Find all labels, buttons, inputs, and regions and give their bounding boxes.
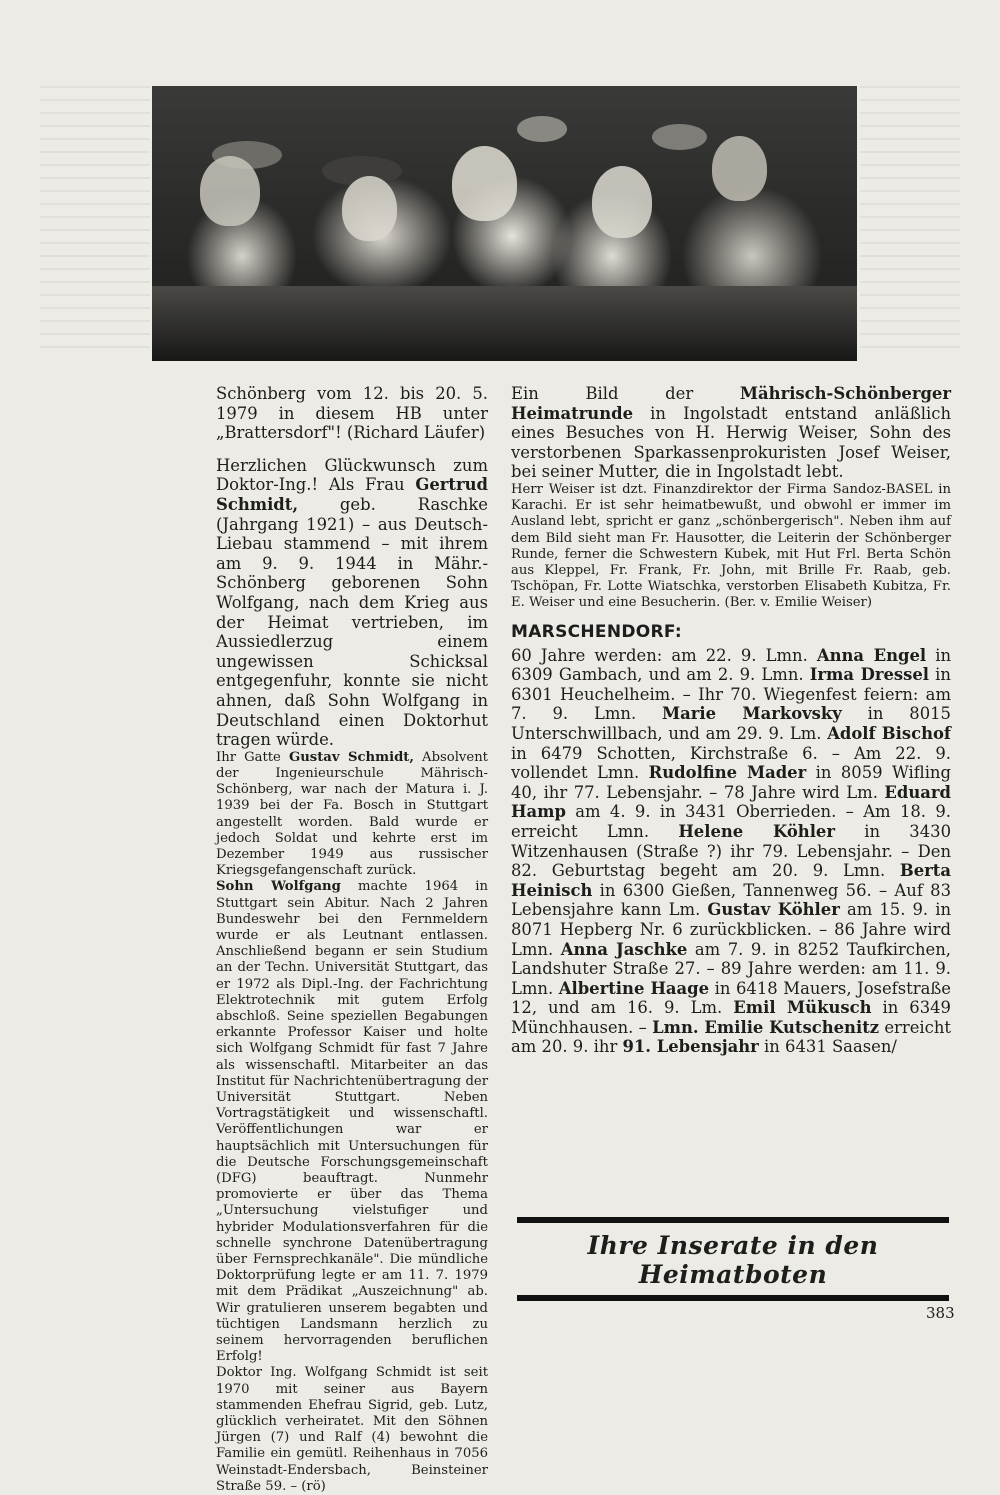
ad-banner — [517, 1217, 949, 1301]
hat — [652, 124, 707, 150]
name-gustav-schmidt: Gustav Schmidt, — [288, 749, 414, 765]
person — [592, 166, 652, 238]
name: Albertine Haage — [558, 978, 710, 998]
name: Lmn. Emilie Kutschenitz — [652, 1017, 880, 1037]
person — [200, 156, 260, 226]
intro-paragraph: Schönberg vom 12. bis 20. 5. 1979 in diesem HB unter „Brattersdorf"! (Richard Läufer) — [216, 384, 488, 443]
section-heading-marschendorf: MARSCHENDORF: — [511, 621, 682, 642]
group-photo — [152, 86, 857, 361]
sohn-paragraph: Sohn Wolfgang machte 1964 in Stuttgart sein Abitur. Nach 2 Jahren Bundeswehr bei den Fernmeldern wurde er als Leutnant entlassen. Anschließend begann er sein Studium an der Techn. Universität Stuttgart, das er 1972 als Dipl.-Ing. der Fachrichtung Elektrotechnik mit gutem Erfolg abschloß. Seine speziellen Begabungen erkannte Professor Kaiser und holte sich Wolfgang Schmidt für fast 7 Jahre als wissenschaftl. Mitarbeiter an das Institut für Nachrichtenübertragung der Universität Stuttgart. Neben Vortragstätigkeit und wissenschaftl. Veröffentlichungen war er hauptsächlich mit Untersuchungen für die Deutsche Forschungsgemeinschaft (DFG) beauftragt. Nunmehr promovierte er über das Thema „Untersuchung vielstufiger und hybrider Modulationsverfahren für die schnelle synchrone Datenübertragung über Fernsprechkanäle". Die mündliche Doktorprüfung legte er am 11. 7. 1979 mit dem Prädikat „Auszeichnung" ab. Wir gratulieren unserem begabten und tüchtigen Landsmann herzlich zu seinem hervorragenden beruflichen Erfolg! — [216, 879, 488, 1365]
name: Rudolfine Mader — [648, 763, 807, 783]
bleed-through-right — [860, 86, 960, 356]
name: Eduard Hamp — [511, 782, 951, 822]
ad-banner-text: Ihre Inserate in den Heimatboten — [587, 1231, 879, 1289]
person — [712, 136, 767, 201]
name: Gustav Köhler — [707, 900, 840, 920]
left-column — [216, 384, 488, 1495]
name-gertrud-schmidt: Gertrud Schmidt, — [216, 475, 488, 514]
name: Adolf Bischof — [827, 723, 951, 743]
name: Emil Mükusch — [733, 998, 872, 1018]
weiser-paragraph: Herr Weiser ist dzt. Finanzdirektor der Firma Sandoz-BASEL in Karachi. Er ist sehr heimatbewußt, und obwohl er immer im Ausland lebt, spricht er ganz „schönbergerisch". Neben ihm auf dem Bild sieht man Fr. Hausotter, die Leiterin der Schönberger Runde, ferner die Schwestern Kubek, mit Hut Frl. Berta Schön aus Kleppel, Fr. Frank, Fr. John, mit Brille Fr. Raab, geb. Tschöpan, Fr. Lotte Wiatschka, verstorben Elisabeth Kubitza, Fr. E. Weiser und eine Besucherin. (Ber. v. Emilie Weiser) — [511, 481, 951, 611]
gatte-paragraph: Ihr Gatte Gustav Schmidt, Absolvent der Ingenieurschule Mährisch-Schönberg, war nach der Matura i. J. 1939 bei der Fa. Bosch in Stuttgart angestellt worden. Bald wurde er jedoch Soldat und kehrte erst im Dezember 1949 aus russischer Kriegsgefangenschaft zurück. — [216, 749, 488, 879]
lebensjahr: 91. Lebensjahr — [622, 1037, 759, 1057]
name: Helene Köhler — [678, 821, 835, 841]
person — [342, 176, 397, 241]
bleed-through-left — [40, 86, 150, 356]
name-sohn-wolfgang: Sohn Wolfgang — [216, 879, 341, 895]
name: Marie Markovsky — [662, 704, 842, 724]
name: Anna Jaschke — [560, 939, 688, 959]
person — [452, 146, 517, 221]
photo-caption-paragraph: Ein Bild der Mährisch-Schönberger Heimatrunde in Ingolstadt entstand anläßlich eines Besuches von H. Herwig Weiser, Sohn des verstorbenen Sparkassenprokuristen Josef Weiser, bei seiner Mutter, die in Ingolstadt lebt. — [511, 384, 951, 482]
congratulations-paragraph: Herzlichen Glückwunsch zum Doktor-Ing.! Als Frau Gertrud Schmidt, geb. Raschke (Jahrgang 1921) – aus Deutsch-Liebau stammend – mit ihrem am 9. 9. 1944 in Mähr.-Schönberg geborenen Sohn Wolfgang, nach dem Krieg aus der Heimat vertrieben, im Aussiedlerzug einem ungewissen Schicksal entgegenfuhr, konnte sie nicht ahnen, daß Sohn Wolfgang in Deutschland einen Doktorhut tragen würde. — [216, 455, 488, 750]
table — [152, 286, 857, 361]
name-heimatrunde: Mährisch-Schönberger Heimatrunde — [511, 384, 951, 423]
doktor-paragraph: Doktor Ing. Wolfgang Schmidt ist seit 1970 mit seiner aus Bayern stammenden Ehefrau Sigrid, geb. Lutz, glücklich verheiratet. Mit den Söhnen Jürgen (7) und Ralf (4) bewohnt die Familie ein gemütl. Reihenhaus in 7056 Weinstadt-Endersbach, Beinsteiner Straße 59. – (rö) — [216, 1365, 488, 1494]
rule — [517, 1295, 949, 1301]
page-number: 383 — [926, 1304, 955, 1322]
middle-column — [511, 384, 951, 1057]
name: Berta Heinisch — [511, 861, 951, 900]
name: Irma Dressel — [809, 665, 930, 685]
name: Anna Engel — [816, 645, 927, 665]
birthdays-paragraph: 60 Jahre werden: am 22. 9. Lmn. Anna Engel in 6309 Gambach, und am 2. 9. Lmn. Irma Dressel in 6301 Heuchelheim. – Ihr 70. Wiegenfest feiern: am 7. 9. Lmn. Marie Markovsky in 8015 Unterschwillbach, und am 29. 9. Lm. Adolf Bischof in 6479 Schotten, Kirchstraße 6. – Am 22. 9. vollendet Lmn. Rudolfine Mader in 8059 Wifling 40, ihr 77. Lebensjahr. – 78 Jahre wird Lm. Eduard Hamp am 4. 9. in 3431 Oberrieden. – Am 18. 9. erreicht Lmn. Helene Köhler in 3430 Witzenhausen (Straße ?) ihr 79. Lebensjahr. – Den 82. Geburtstag begeht am 20. 9. Lmn. Berta Heinisch in 6300 Gießen, Tannenweg 56. – Auf 83 Lebensjahre kann Lm. Gustav Köhler am 15. 9. in 8071 Hepberg Nr. 6 zurückblicken. – 86 Jahre wird Lmn. Anna Jaschke am 7. 9. in 8252 Taufkirchen, Landshuter Straße 27. – 89 Jahre werden: am 11. 9. Lmn. Albertine Haage in 6418 Mauers, Josefstraße 12, und am 16. 9. Lm. Emil Mükusch in 6349 Münchhausen. – Lmn. Emilie Kutschenitz erreicht am 20. 9. ihr 91. Lebensjahr in 6431 Saasen/ — [511, 645, 951, 1057]
hat — [517, 116, 567, 142]
